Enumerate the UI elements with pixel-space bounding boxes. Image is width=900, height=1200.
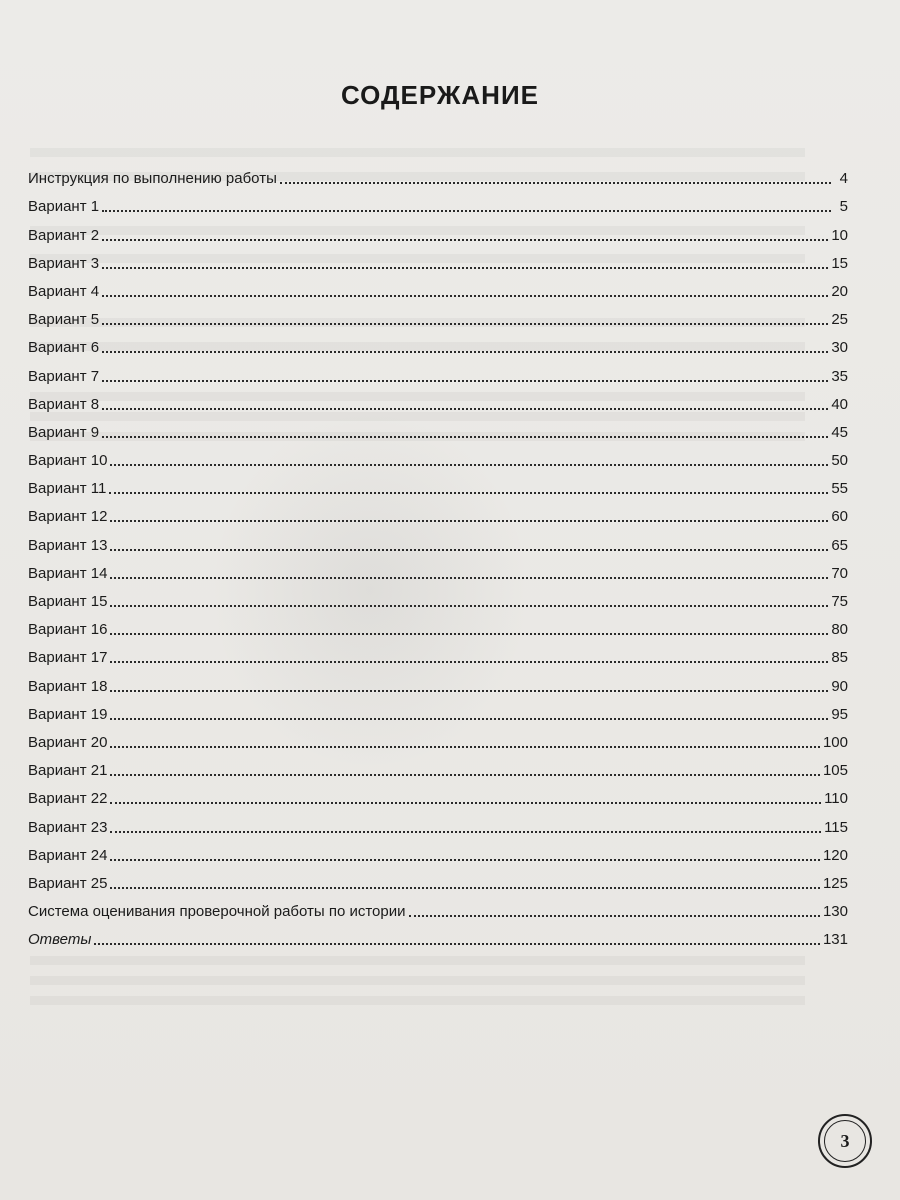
- dot-leader: [110, 577, 828, 579]
- toc-entry-page-number: 20: [831, 282, 848, 300]
- dot-leader: [109, 492, 828, 494]
- toc-entry-page-number: 40: [831, 395, 848, 413]
- toc-entry-label: Вариант 18: [28, 677, 108, 695]
- toc-entry[interactable]: [28, 442, 848, 470]
- page-number-badge: [818, 1114, 872, 1168]
- toc-entry-page-number: 70: [831, 564, 848, 582]
- toc-entry-page-number: 45: [831, 423, 848, 441]
- dot-leader: [110, 633, 828, 635]
- toc-entry[interactable]: [28, 667, 848, 695]
- dot-leader: [280, 182, 831, 184]
- toc-entry[interactable]: [28, 188, 848, 216]
- toc-entry[interactable]: [28, 611, 848, 639]
- toc-entry-label: Вариант 1: [28, 198, 100, 216]
- dot-leader: [102, 380, 828, 382]
- toc-entry-page-number: 60: [831, 508, 848, 526]
- dot-leader: [110, 520, 828, 522]
- toc-entry-label: Ответы: [28, 931, 92, 949]
- toc-entry-label: Вариант 2: [28, 226, 100, 244]
- toc-entry-label: Система оценивания проверочной работы по истории: [28, 903, 406, 921]
- toc-entry-label: Вариант 8: [28, 395, 100, 413]
- dot-leader: [110, 859, 820, 861]
- toc-entry-label: Вариант 21: [28, 762, 108, 780]
- toc-entry-page-number: 120: [822, 846, 848, 864]
- dot-leader: [102, 210, 831, 212]
- toc-entry[interactable]: [28, 752, 848, 780]
- toc-entry[interactable]: [28, 498, 848, 526]
- dot-leader: [110, 887, 820, 889]
- toc-entry[interactable]: [28, 808, 848, 836]
- toc-entry-label: Вариант 9: [28, 423, 100, 441]
- dot-leader: [102, 267, 828, 269]
- page-title: СОДЕРЖАНИЕ: [341, 80, 539, 110]
- toc-entry-label: Инструкция по выполнению работы: [28, 170, 277, 188]
- toc-entry-label: Вариант 16: [28, 621, 108, 639]
- toc-entry[interactable]: [28, 555, 848, 583]
- toc-entry-page-number: 15: [831, 254, 848, 272]
- toc-entry-label: Вариант 6: [28, 339, 100, 357]
- table-of-contents: [28, 160, 848, 949]
- dot-leader: [110, 774, 820, 776]
- dot-leader: [110, 464, 828, 466]
- toc-entry-label: Вариант 15: [28, 593, 108, 610]
- dot-leader: [110, 831, 821, 833]
- toc-entry-label: Вариант 23: [28, 818, 108, 836]
- toc-entry-page-number: 55: [831, 480, 848, 498]
- toc-entry[interactable]: [28, 583, 848, 611]
- toc-entry-page-number: 125: [822, 874, 848, 892]
- toc-entry-page-number: 5: [839, 198, 848, 216]
- dot-leader: [102, 295, 828, 297]
- toc-entry-label: Вариант 11: [28, 480, 107, 498]
- dot-leader: [94, 943, 820, 945]
- toc-entry[interactable]: [28, 357, 848, 385]
- toc-entry-label: Вариант 7: [28, 367, 100, 385]
- toc-entry[interactable]: [28, 273, 848, 301]
- dot-leader: [110, 802, 821, 804]
- toc-entry-page-number: 4: [839, 170, 848, 188]
- toc-entry-label: Вариант 13: [28, 536, 108, 554]
- toc-entry[interactable]: [28, 216, 848, 244]
- dot-leader: [110, 661, 828, 663]
- toc-entry-page-number: 130: [822, 903, 848, 921]
- toc-entry[interactable]: [28, 470, 848, 498]
- toc-entry[interactable]: [28, 724, 848, 752]
- dot-leader: [102, 408, 828, 410]
- page-number: 3: [824, 1120, 866, 1162]
- toc-entry-label: Вариант 3: [28, 254, 100, 272]
- toc-entry-label: Вариант 5: [28, 311, 100, 329]
- toc-entry-page-number: 95: [831, 705, 848, 723]
- toc-entry[interactable]: [28, 414, 848, 442]
- toc-entry[interactable]: [28, 837, 848, 865]
- toc-entry[interactable]: [28, 639, 848, 667]
- toc-entry-page-number: 100: [822, 733, 848, 751]
- dot-leader: [110, 605, 828, 607]
- toc-entry-label: Вариант 10: [28, 452, 108, 470]
- toc-entry-page-number: 30: [831, 339, 848, 357]
- toc-entry-page-number: 80: [831, 621, 848, 639]
- toc-entry-page-number: 65: [831, 536, 848, 554]
- toc-entry-page-number: 35: [831, 367, 848, 385]
- toc-entry[interactable]: [28, 329, 848, 357]
- toc-entry-page-number: 75: [831, 593, 848, 610]
- toc-entry-page-number: 50: [831, 452, 848, 470]
- toc-entry-label: Вариант 12: [28, 508, 108, 526]
- toc-entry[interactable]: [28, 893, 848, 921]
- toc-entry-label: Вариант 20: [28, 733, 108, 751]
- toc-entry-page-number: 131: [822, 931, 848, 949]
- toc-entry-label: Вариант 4: [28, 282, 100, 300]
- toc-entry[interactable]: [28, 160, 848, 188]
- toc-entry-page-number: 90: [831, 677, 848, 695]
- toc-entry[interactable]: [28, 301, 848, 329]
- toc-entry-page-number: 105: [822, 762, 848, 780]
- dot-leader: [409, 915, 820, 917]
- dot-leader: [110, 690, 828, 692]
- toc-entry[interactable]: [28, 245, 848, 273]
- toc-entry-label: Вариант 24: [28, 846, 108, 864]
- toc-entry[interactable]: [28, 526, 848, 554]
- toc-entry[interactable]: [28, 921, 848, 949]
- dot-leader: [110, 746, 820, 748]
- dot-leader: [102, 323, 828, 325]
- toc-entry-page-number: 25: [831, 311, 848, 329]
- toc-entry-label: Вариант 17: [28, 649, 108, 667]
- dot-leader: [110, 549, 828, 551]
- toc-entry-page-number: 110: [824, 790, 848, 808]
- toc-entry-label: Вариант 19: [28, 705, 108, 723]
- dot-leader: [102, 436, 828, 438]
- dot-leader: [110, 718, 828, 720]
- toc-entry-page-number: 10: [831, 226, 848, 244]
- toc-entry[interactable]: [28, 386, 848, 414]
- toc-entry[interactable]: [28, 780, 848, 808]
- dot-leader: [102, 239, 828, 241]
- toc-entry[interactable]: [28, 865, 848, 893]
- toc-entry-label: Вариант 25: [28, 874, 108, 892]
- toc-entry-label: Вариант 14: [28, 564, 108, 582]
- dot-leader: [102, 351, 828, 353]
- toc-entry-label: Вариант 22: [28, 790, 108, 808]
- toc-entry-page-number: 85: [831, 649, 848, 667]
- toc-entry[interactable]: [28, 696, 848, 724]
- toc-entry-page-number: 115: [824, 818, 848, 836]
